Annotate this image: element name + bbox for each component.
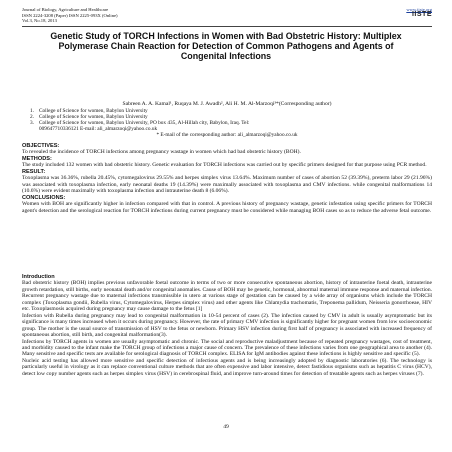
journal-issn: ISSN 2224-3208 (Paper) ISSN 2225-093X (Online)	[22, 12, 118, 18]
intro-paragraph: Infections by TORCH agents in women are usually asymptomatic and chronic. The social and reproductive maladjustment because of repeated pregnancy wastages, cost of treatment, and morbidity caused to the infant make the TORCH group of infections a major cause of concern. The prevalence of these infections varies from one geographical area to another (4). Many sensitive and specific tests are available for serological diagnosis of TORCH complex. ELISA for IgM antibodies against these infections is highly sensitive and specific (5).	[22, 338, 432, 358]
journal-url-link[interactable]: www.iiste.org	[406, 7, 432, 12]
corresponding-email: * E-mail of the corresponding author: ali_almarzoqi@yahoo.co.uk	[156, 132, 298, 138]
intro-paragraph: Bad obstetric history (BOH) implies previous unfavorable foetal outcome in terms of two or more consecutive spontaneous abortion, history of intrauterine foetal death, intrauterine growth retardation, still births, early neonatal death and/or congenital anomalies. Cause of BOH may be genetic, hormonal, abnormal maternal immune response and maternal infection. Recurrent pregnancy wastage due to maternal infections transmissible in utero at various stage of gestation can be caused by a wide array of organisms which include the TORCH complex (Toxoplasma gondii, Rubella virus, Cytomegalovirus, Herpes simplex virus) and other agents like Chlamydia trachomatis, Treponema pallidum, Neisseria gonorrhoeae, HIV etc. Toxoplasmosis acquired during pregnancy may cause damage to the fetus [1]	[22, 280, 432, 313]
affiliation-item: 2. College of Science for women, Babylon University	[30, 114, 148, 120]
journal-name: Journal of Biology, Agriculture and Healthcare	[22, 7, 109, 12]
page-number: 49	[223, 424, 229, 430]
abstract	[22, 143, 432, 214]
objectives-text: To revealed the incidence of TORCH infections among pregnancy wastage in women which had bad obstetric history (BOH).	[22, 149, 301, 156]
paper-title: Genetic Study of TORCH Infections in Women with Bad Obstetric History: Multiplex Polymerase Chain Reaction for Detection of Common Pathogens and Agents of Congenital Infections	[50, 31, 402, 61]
iiste-logo: IISTE	[411, 11, 432, 18]
methods-text: The study included 132 women with bad obstetric history. Genetic evaluation for TORCH infections was carried out by specific primers designed for that purpose using PCR method.	[22, 162, 427, 169]
affiliation-item: 009647710336121 E-mail: ali_almarzoqi@yahoo.co.uk	[39, 126, 158, 132]
intro-paragraph: Infection with Rubella during pregnancy may lead to congenital malformation in 10-54 percent of cases (2). The infection caused by CMV in adult is usually asymptomatic but its significance is many times increased when it occurs during pregnancy. However, the rate of primary CMV infection is significantly higher for pregnant women from low socioeconomic group. The mother is the usual source of transmission of HSV to the fetus or newborn. Primary HSV infection during first half of pregnancy is associated with increased frequency of spontaneous abortion, still birth, and congenital malformation(3).	[22, 312, 432, 339]
introduction-heading: Introduction	[22, 274, 55, 280]
affiliation-list	[30, 108, 422, 132]
affiliation-item: 3. College of Science for women, Babylon University, PO box 435, Al-Hillah city, Babylon, Iraq. Tel:	[30, 120, 250, 126]
journal-header	[22, 7, 432, 24]
methods-heading: METHODS:	[22, 155, 52, 162]
introduction	[22, 274, 432, 377]
conclusions-text: Women with BOH are significantly higher in infection compared with that in control. A previous history of pregnancy wastage, genetic infestation using specific primers for TORCH agent's detection and the serological reaction for TORCH infections during current pregnancy must be considered while managing BOH cases so as to reduce the adverse fetal outcome.	[22, 201, 432, 214]
author-list: Sabreen A. A. Kamal¹, Ruqaya M. J. Awadh², Ali H. M. Al-Marzoqi³*(Corresponding author)	[122, 101, 332, 107]
affiliation-item: 1. College of Science for women, Babylon University	[30, 108, 148, 114]
journal-volume: Vol.3, No.18, 2013	[22, 18, 57, 24]
objectives-heading: OBJECTIVES:	[22, 143, 60, 149]
header-divider	[22, 26, 432, 27]
result-text: Toxoplasma was 36.36%, rubella 20.45%, cytomegalovirus 29.55% and herpes simplex virus 13.64%. Maximum number of cases of abortion 52 (39.39%), preterm labor 29 (21.96%) was associated with toxoplasma infection, early neonatal deaths 19 (14.39%) were maximally associated with toxoplasma and CMV infections. while congenital malformations 14 (10.6%) were evident maximally with toxoplasma infection and intrauterine death 8 (6.06%).	[22, 175, 432, 195]
result-heading: RESULT:	[22, 168, 46, 175]
intro-paragraph: Nucleic acid testing has allowed more sensitive and specific detection of infectious agents and is being increasingly adopted by diagnostic laboratories (6). The technology is particularly useful in virology as it can replace conventional culture methods that are often expensive and labor intensive, detect fastidious organisms such as hepatitis C virus (HCV), detect low copy number agents such as herpes simplex virus (HSV) in cerebrospinal fluid, and improve turn-around times for detection of treatable agents such as herpes viruses (7).	[22, 357, 432, 377]
conclusions-heading: CONCLUSIONS:	[22, 194, 66, 201]
